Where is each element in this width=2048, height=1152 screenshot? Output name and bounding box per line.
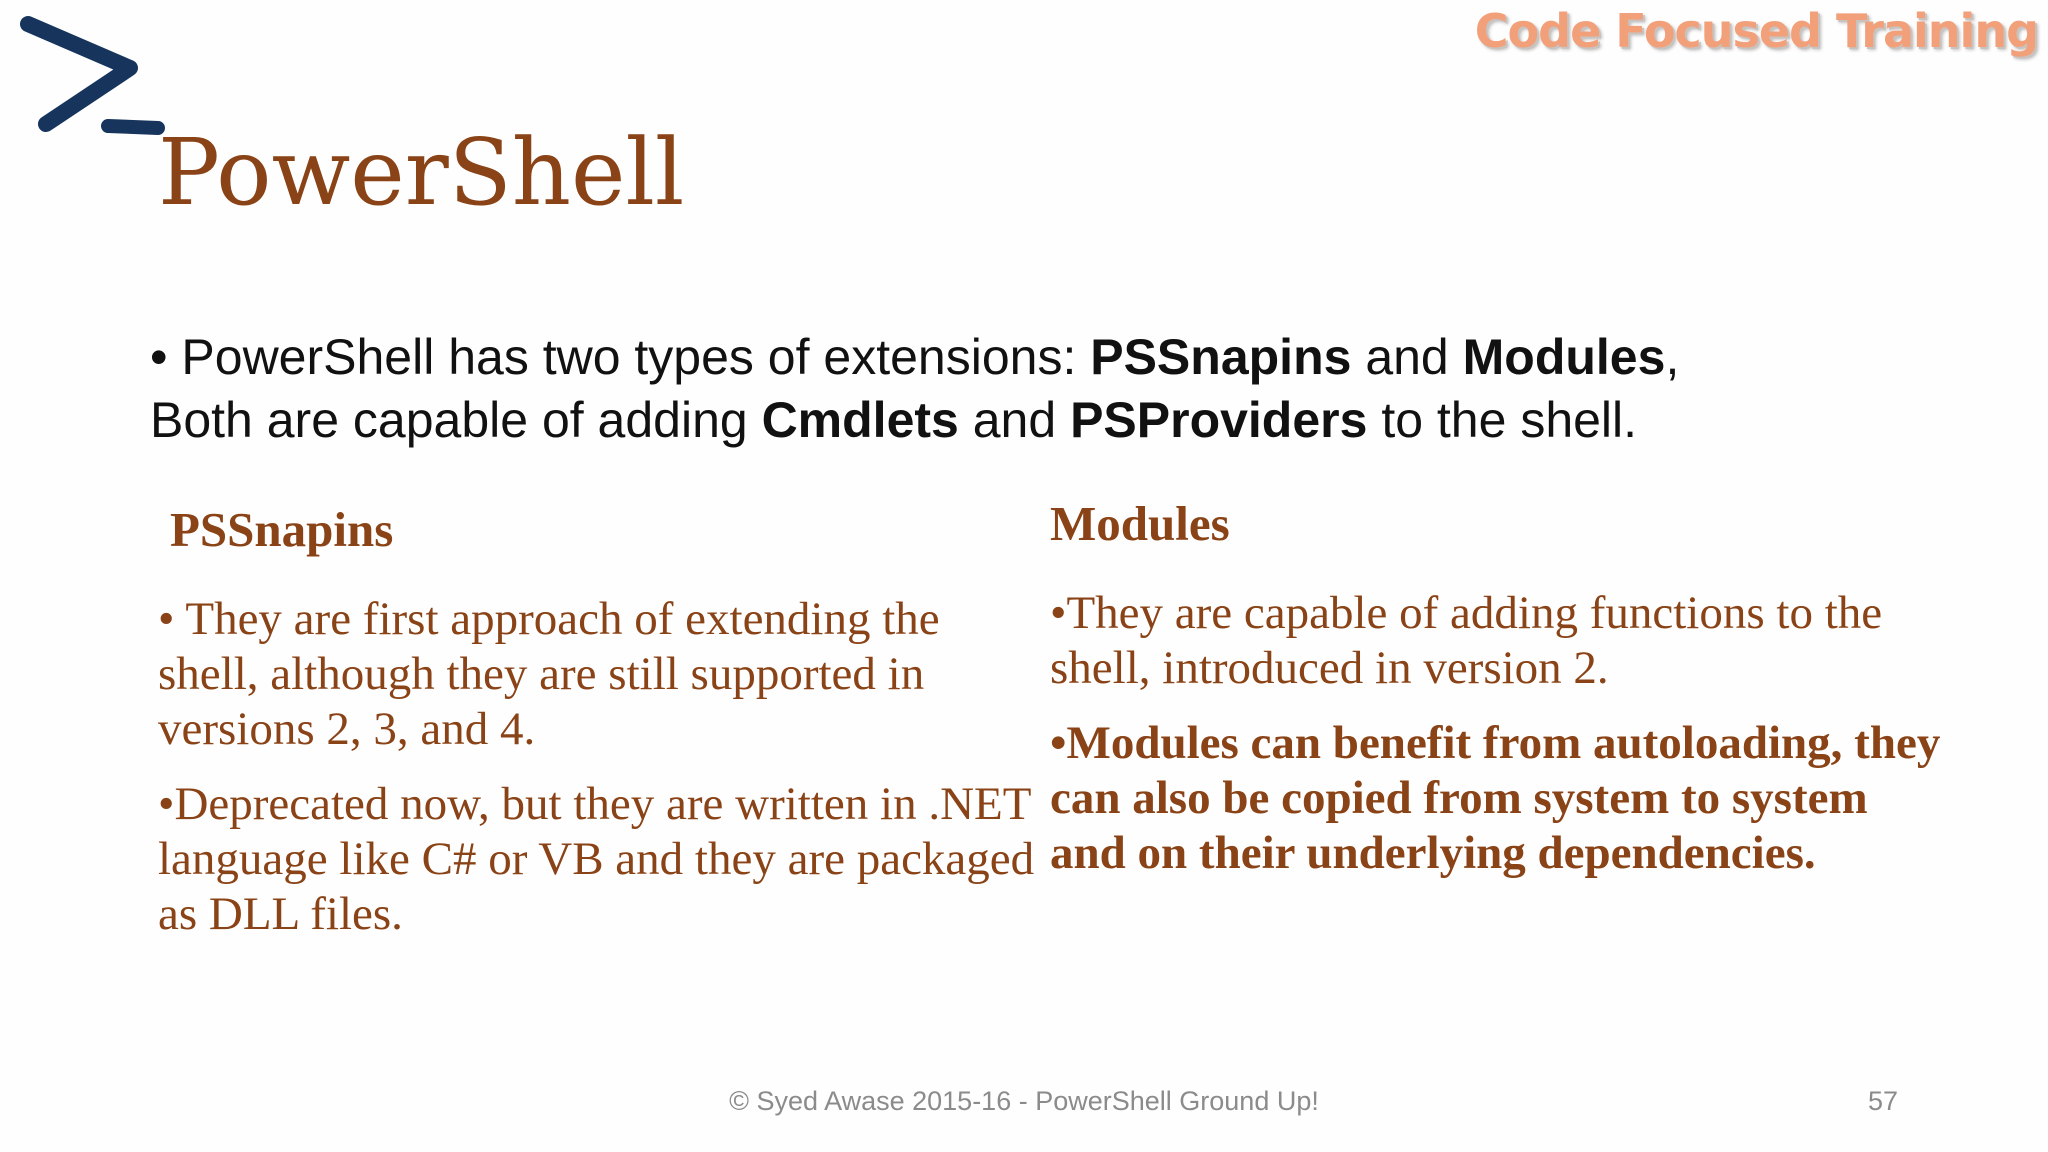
pssnapins-point-1: • They are first approach of extending the shell, although they are still supported in versions 2, 3, and 4. — [158, 593, 940, 755]
intro-paragraph — [150, 326, 2000, 452]
intro-term-cmdlets: Cmdlets — [761, 392, 959, 448]
intro-text-6: to the shell. — [1367, 392, 1638, 448]
intro-term-modules: Modules — [1462, 329, 1666, 385]
page-number: 57 — [1868, 1086, 1899, 1116]
intro-term-pssnapins: PSSnapins — [1090, 329, 1352, 385]
intro-text-2: and — [1351, 329, 1463, 385]
modules-column — [1050, 494, 1950, 901]
pssnapins-column — [158, 500, 1038, 962]
pssnapins-point-2: •Deprecated now, but they are written in .NET language like C# or VB and they are packaged as DLL files. — [158, 778, 1035, 940]
pssnapins-heading: PSSnapins — [170, 502, 394, 557]
modules-heading: Modules — [1050, 496, 1230, 551]
intro-bullet: • — [150, 329, 168, 385]
modules-point-2: •Modules can benefit from autoloading, they can also be copied from system to system and on their underlying dependencies. — [1050, 717, 1941, 879]
footer-copyright: © Syed Awase 2015-16 - PowerShell Ground Up! — [729, 1086, 1319, 1116]
slide-title: PowerShell — [158, 119, 685, 226]
intro-text-5: and — [958, 392, 1071, 448]
intro-text-1: PowerShell has two types of extensions: — [167, 329, 1091, 385]
intro-text-4: Both are capable of adding — [150, 392, 762, 448]
intro-term-psproviders: PSProviders — [1070, 392, 1368, 448]
intro-text-3: , — [1665, 329, 1680, 385]
brand-wordmark: Code Focused Training — [1474, 4, 2038, 58]
powershell-prompt-icon — [18, 6, 168, 146]
modules-point-1: •They are capable of adding functions to the shell, introduced in version 2. — [1050, 587, 1883, 694]
